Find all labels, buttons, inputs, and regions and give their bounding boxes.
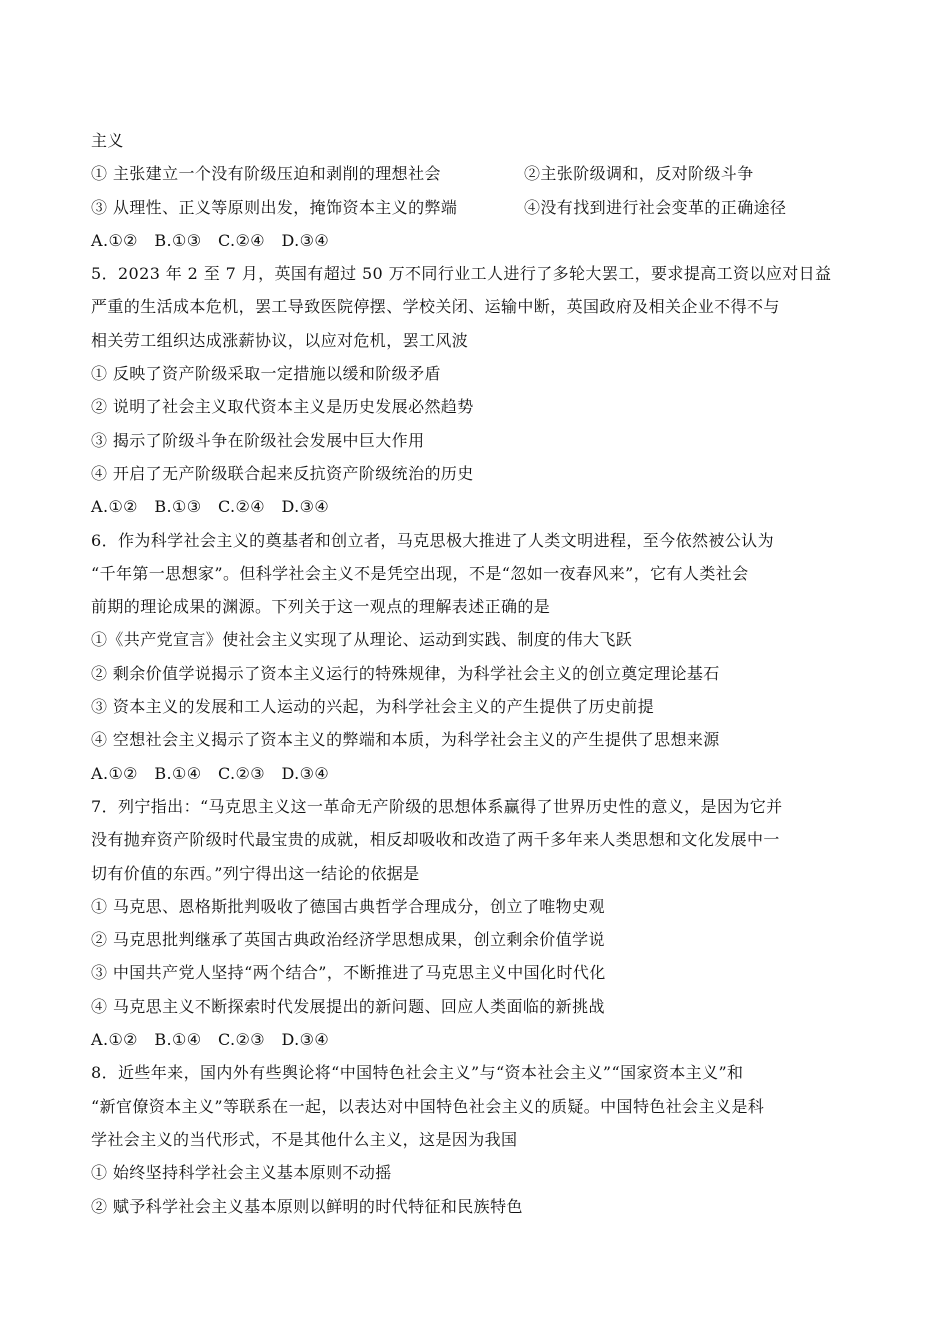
q7-stem-line-2: 没有抛弃资产阶级时代最宝贵的成就，相反却吸收和改造了两千多年来人类思想和文化发展中一 [91,830,780,850]
q5-option-2: ② 说明了社会主义取代资本主义是历史发展必然趋势 [91,397,474,417]
q8-option-1: ① 始终坚持科学社会主义基本原则不动摇 [91,1163,392,1183]
q8-stem-line-1: 8．近些年来，国内外有些舆论将“中国特色社会主义”与“资本社会主义”“国家资本主义”和 [91,1063,744,1083]
q6-option-4: ④ 空想社会主义揭示了资本主义的弊端和本质，为科学社会主义的产生提供了思想来源 [91,730,720,750]
q5-option-1: ① 反映了资产阶级采取一定措施以缓和阶级矛盾 [91,364,441,384]
q5-option-4: ④ 开启了无产阶级联合起来反抗资产阶级统治的历史 [91,463,474,483]
q7-option-2: ② 马克思批判继承了英国古典政治经济学思想成果，创立剩余价值学说 [91,930,605,950]
q6-stem-line-2: “千年第一思想家”。但科学社会主义不是凭空出现，不是“忽如一夜春风来”，它有人类社会 [91,563,749,583]
q7-option-4: ④ 马克思主义不断探索时代发展提出的新问题、回应人类面临的新挑战 [91,996,605,1016]
document-page [91,124,866,1223]
q7-choices: A.①② B.①④ C.②③ D.③④ [91,1030,330,1050]
q6-stem-line-3: 前期的理论成果的渊源。下列关于这一观点的理解表述正确的是 [91,597,551,617]
q7-option-1: ① 马克思、恩格斯批判吸收了德国古典哲学合理成分，创立了唯物史观 [91,896,605,916]
q6-choices: A.①② B.①④ C.②③ D.③④ [91,763,330,783]
q6-option-3: ③ 资本主义的发展和工人运动的兴起，为科学社会主义的产生提供了历史前提 [91,697,655,717]
q7-stem-line-1: 7．列宁指出：“马克思主义这一革命无产阶级的思想体系赢得了世界历史性的意义，是因为它并 [91,796,783,816]
q6-option-1: ①《共产党宣言》使社会主义实现了从理论、运动到实践、制度的伟大飞跃 [91,630,633,650]
q5-stem-line-3: 相关劳工组织达成涨薪协议，以应对危机，罢工风波 [91,330,469,350]
q4-tail: 主义 [91,131,124,150]
q4-options-row-1 [91,157,866,190]
q5-stem-line-2: 严重的生活成本危机，罢工导致医院停摆、学校关闭、运输中断，英国政府及相关企业不得不与 [91,297,780,317]
q7-option-3: ③ 中国共产党人坚持“两个结合”，不断推进了马克思主义中国化时代化 [91,963,606,983]
q7-stem-line-3: 切有价值的东西。”列宁得出这一结论的依据是 [91,863,420,883]
q8-option-2: ② 赋予科学社会主义基本原则以鲜明的时代特征和民族特色 [91,1196,523,1216]
q5-option-3: ③ 揭示了阶级斗争在阶级社会发展中巨大作用 [91,430,425,450]
q4-option-1: ① 主张建立一个没有阶级压迫和剥削的理想社会 [91,164,441,184]
q6-option-2: ② 剩余价值学说揭示了资本主义运行的特殊规律，为科学社会主义的创立奠定理论基石 [91,663,720,683]
q4-option-2: ②主张阶级调和，反对阶级斗争 [524,164,754,184]
q4-choices: A.①② B.①③ C.②④ D.③④ [91,230,330,250]
q6-stem-line-1: 6．作为科学社会主义的奠基者和创立者，马克思极大推进了人类文明进程，至今依然被公认为 [91,530,774,550]
q4-option-3: ③ 从理性、正义等原则出发，掩饰资本主义的弊端 [91,197,458,217]
q8-stem-line-3: 学社会主义的当代形式，不是其他什么主义，这是因为我国 [91,1129,518,1149]
q4-options-row-2 [91,191,866,224]
q8-stem-line-2: “新官僚资本主义”等联系在一起，以表达对中国特色社会主义的质疑。中国特色社会主义是科 [91,1096,765,1116]
q5-choices: A.①② B.①③ C.②④ D.③④ [91,497,330,517]
q4-option-4: ④没有找到进行社会变革的正确途径 [524,197,787,217]
q5-stem-line-1: 5．2023 年 2 至 7 月，英国有超过 50 万不同行业工人进行了多轮大罢工，要求提高工资以应对日益 [91,264,832,284]
